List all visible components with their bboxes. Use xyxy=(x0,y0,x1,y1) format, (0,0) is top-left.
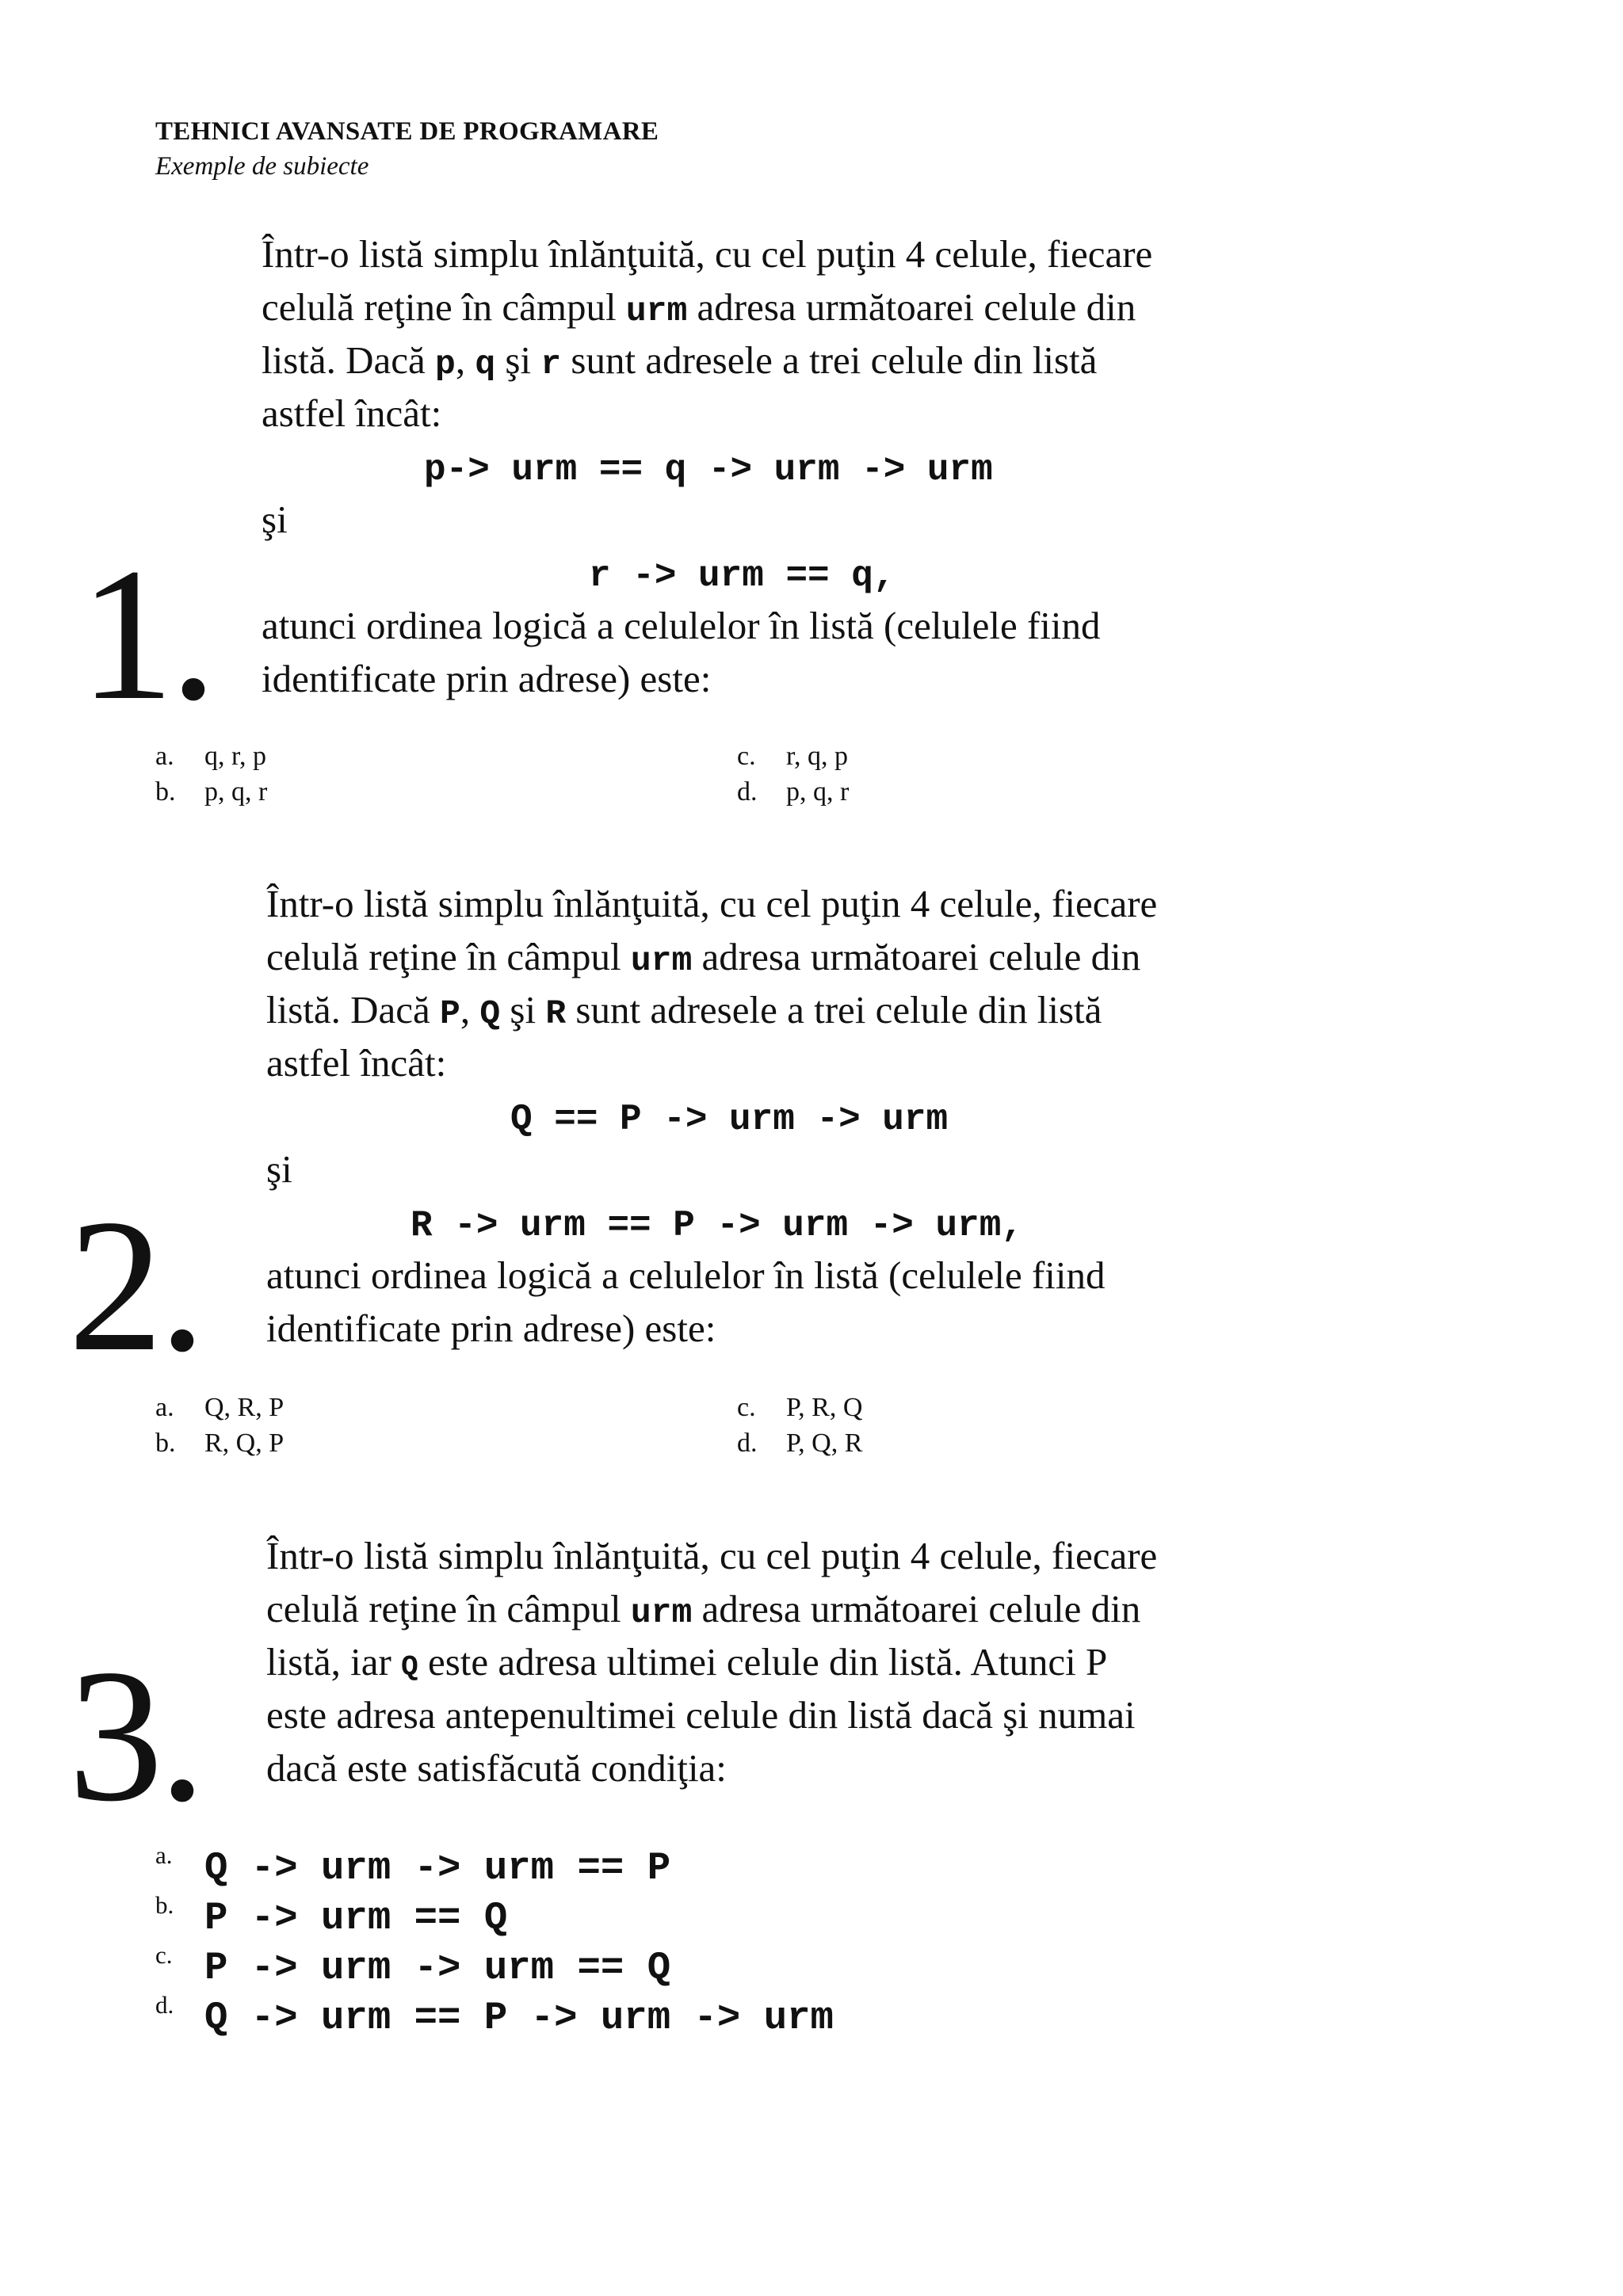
option-text: p, q, r xyxy=(786,777,850,807)
q2-code-P: P xyxy=(440,994,460,1033)
question-2-number: 2. xyxy=(68,1180,201,1390)
option-text: p, q, r xyxy=(204,777,268,807)
q1-code-r: r xyxy=(540,345,562,383)
q3-text: celulă reţine în câmpul xyxy=(266,1587,631,1630)
q1-text: sunt adresele a trei celule din listă xyxy=(561,338,1098,382)
q2-text: listă. Dacă xyxy=(266,988,441,1032)
q1-option-b[interactable] xyxy=(155,777,267,807)
q2-option-a[interactable] xyxy=(155,1393,284,1423)
q3-line-2 xyxy=(266,1582,1157,1635)
q2-condition-2 xyxy=(266,1196,1157,1249)
q3-text: adresa următoarei celule din xyxy=(692,1587,1141,1630)
option-code: Q -> urm == P -> urm -> urm xyxy=(204,1996,834,2040)
question-3-number: 3. xyxy=(68,1630,201,1840)
q3-line-1: Într-o listă simplu înlănţuită, cu cel puţin 4 celule, fiecare xyxy=(266,1534,1158,1577)
q1-code-p: p xyxy=(435,345,456,383)
option-text: R, Q, P xyxy=(204,1428,285,1458)
option-text: r, q, p xyxy=(786,742,848,771)
q1-option-a[interactable] xyxy=(155,742,266,772)
q2-code-Q: Q xyxy=(479,994,501,1033)
option-letter: c. xyxy=(737,1393,756,1422)
q2-option-b[interactable] xyxy=(155,1428,284,1459)
q3-code-Q: Q xyxy=(401,1651,418,1684)
q2-condition-2-code: R -> urm == P -> urm -> urm, xyxy=(411,1205,1023,1246)
q2-line-3 xyxy=(266,983,1157,1036)
q2-line-tail-1: atunci ordinea logică a celulelor în listă (celulele fiind xyxy=(266,1253,1106,1297)
q3-code-urm: urm xyxy=(630,1593,693,1632)
q2-option-c[interactable] xyxy=(737,1393,862,1423)
q1-condition-1-code: p-> urm == q -> urm -> urm xyxy=(424,449,993,490)
q3-line-5: dacă este satisfăcută condiţia: xyxy=(266,1746,727,1790)
option-letter: d. xyxy=(737,1428,758,1458)
option-letter: b. xyxy=(155,1891,174,1919)
q2-condition-1-code: Q == P -> urm -> urm xyxy=(510,1099,949,1140)
q2-connector: şi xyxy=(266,1147,292,1191)
document-subtitle: Exemple de subiecte xyxy=(155,152,369,181)
question-1-body xyxy=(262,227,1152,705)
q3-text: este adresa ultimei celule din listă. Atunci P xyxy=(418,1640,1108,1684)
q1-text: celulă reţine în câmpul xyxy=(262,285,626,329)
option-text: q, r, p xyxy=(204,742,266,771)
q1-text: adresa următoarei celule din xyxy=(687,285,1136,329)
q1-text: listă. Dacă xyxy=(262,338,436,382)
option-letter: c. xyxy=(737,742,756,771)
document-title: TEHNICI AVANSATE DE PROGRAMARE xyxy=(155,117,659,146)
q2-line-tail-2: identificate prin adrese) este: xyxy=(266,1306,716,1350)
q1-code-urm: urm xyxy=(625,292,688,330)
q3-line-4: este adresa antepenultimei celule din listă dacă şi numai xyxy=(266,1693,1136,1737)
q1-line-tail-2: identificate prin adrese) este: xyxy=(262,657,712,700)
q1-line-3 xyxy=(262,334,1152,387)
q1-option-c[interactable] xyxy=(737,742,848,772)
question-2-body xyxy=(266,877,1157,1355)
q2-line-4: astfel încât: xyxy=(266,1041,447,1085)
option-letter: b. xyxy=(155,1428,176,1458)
question-1-number: 1. xyxy=(79,528,212,739)
option-letter: a. xyxy=(155,1393,174,1422)
option-text: P, Q, R xyxy=(786,1428,863,1458)
question-3-body xyxy=(266,1529,1157,1794)
q2-condition-1 xyxy=(266,1089,1157,1142)
option-letter: a. xyxy=(155,742,174,771)
q2-text: adresa următoarei celule din xyxy=(692,935,1141,978)
q2-text: sunt adresele a trei celule din listă xyxy=(566,988,1102,1032)
option-letter: c. xyxy=(155,1941,173,1969)
q1-line-4: astfel încât: xyxy=(262,391,442,435)
q1-line-2 xyxy=(262,280,1152,334)
q2-text: celulă reţine în câmpul xyxy=(266,935,631,978)
q2-text: , xyxy=(460,988,480,1032)
q1-condition-1 xyxy=(262,440,1152,493)
q2-line-1: Într-o listă simplu înlănţuită, cu cel puţin 4 celule, fiecare xyxy=(266,882,1158,925)
q2-code-R: R xyxy=(545,994,567,1033)
q1-code-q: q xyxy=(475,345,496,383)
q1-line-tail-1: atunci ordinea logică a celulelor în listă (celulele fiind xyxy=(262,604,1101,647)
q3-text: listă, iar xyxy=(266,1640,402,1684)
option-letter: d. xyxy=(737,777,758,807)
q2-text: şi xyxy=(500,988,546,1032)
q1-connector: şi xyxy=(262,498,288,541)
q1-condition-2 xyxy=(262,546,1152,599)
q3-line-3 xyxy=(266,1635,1157,1688)
option-letter: d. xyxy=(155,1991,174,2019)
q2-line-2 xyxy=(266,930,1157,983)
q2-option-d[interactable] xyxy=(737,1428,862,1459)
option-letter: a. xyxy=(155,1841,173,1869)
option-code: P -> urm -> urm == Q xyxy=(204,1946,671,1990)
q2-code-urm: urm xyxy=(630,941,693,980)
q1-line-1: Într-o listă simplu înlănţuită, cu cel puţin 4 celule, fiecare xyxy=(262,232,1153,276)
q1-option-d[interactable] xyxy=(737,777,849,807)
option-text: P, R, Q xyxy=(786,1393,863,1422)
option-code: P -> urm == Q xyxy=(204,1896,508,1940)
q1-text: şi xyxy=(495,338,541,382)
q1-text: , xyxy=(455,338,475,382)
option-letter: b. xyxy=(155,777,176,807)
option-text: Q, R, P xyxy=(204,1393,285,1422)
q1-condition-2-code: r -> urm == q, xyxy=(589,555,896,597)
option-code: Q -> urm -> urm == P xyxy=(204,1846,671,1890)
